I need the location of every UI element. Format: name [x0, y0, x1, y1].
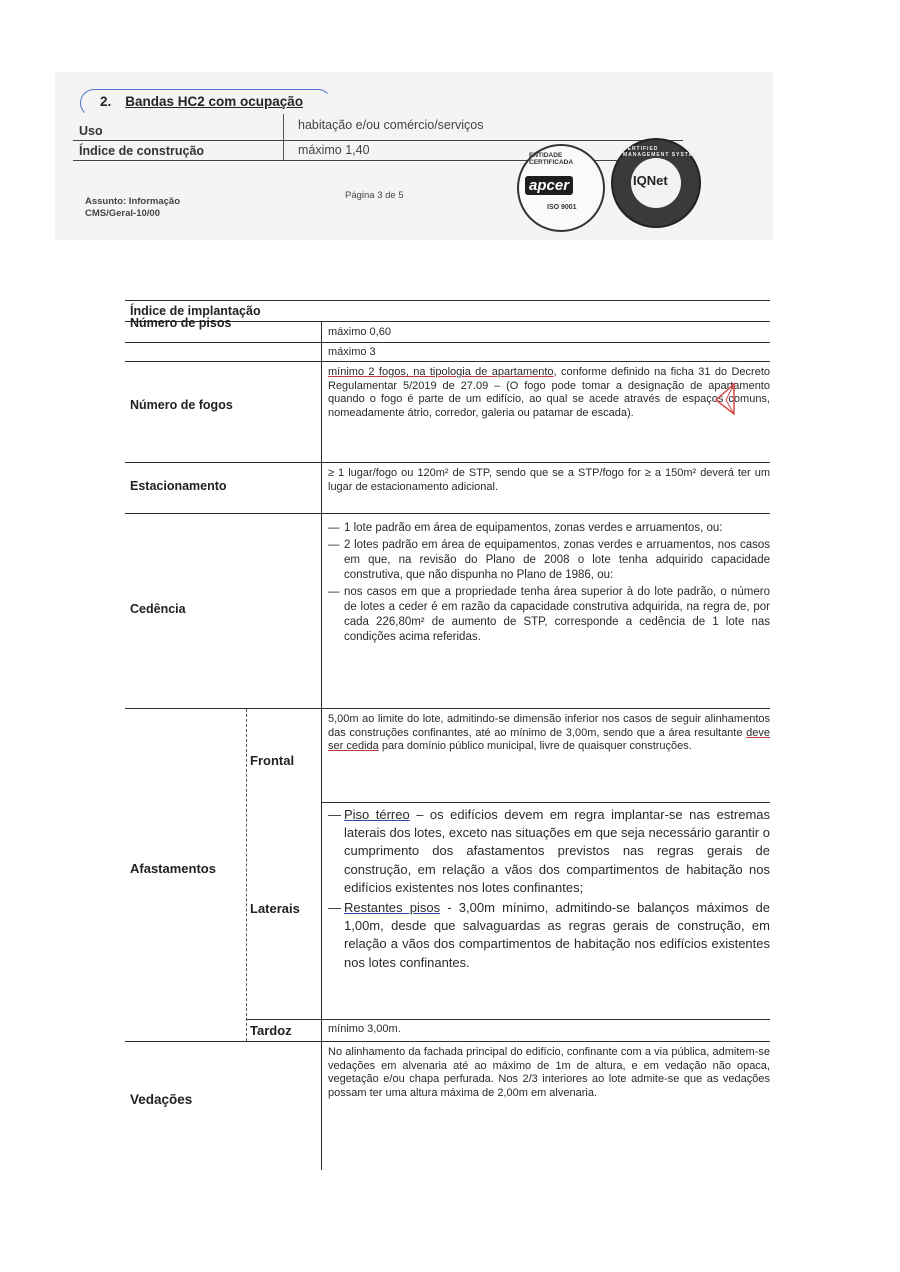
fogos-row — [125, 362, 770, 463]
frontal-label: Frontal — [250, 753, 295, 768]
indice-construcao-label: Índice de construção — [79, 144, 205, 158]
iqnet-logo: CERTIFIED MANAGEMENT SYSTEM IQNet — [611, 138, 701, 228]
tardoz-value: mínimo 3,00m. — [328, 1023, 401, 1035]
cedencia-item: — 2 lotes padrão em área de equipamentos, zonas verdes e arruamentos, nos casos em que, na revisão do Plano de 2008 o lote tenha adquirido capacidade construtiva, que não dispunha no Plano de 1986, ou: — [328, 538, 770, 583]
laterais-label: Laterais — [250, 901, 300, 916]
vedacoes-label: Vedações — [130, 1092, 193, 1107]
rules-table — [125, 300, 770, 1170]
scanned-page-fragment — [55, 72, 773, 240]
apcer-logo: ENTIDADE CERTIFICADA apcer ISO 9001 — [517, 144, 605, 232]
laterais-list — [328, 806, 770, 972]
implantacao-value: máximo 0,60 — [328, 326, 391, 338]
fogos-value: mínimo 2 fogos, na tipologia de apartamento, conforme definido na ficha 31 do Decreto Regulamentar 5/2019 de 27.09 – (O fogo pode tomar a designação de apartamento quando o fogo é parte de um edifício, ao qual se acede através de espaços comuns, nomeadamente átrio, corredor, galeria ou patamar de escada). — [328, 366, 770, 419]
cedencia-item: — nos casos em que a propriedade tenha área superior à do lote padrão, o número de lotes a ceder é em razão da capacidade construtiva adquirida, na regra de, por cada 226,80m² de aumento de STP, corresponde a cedência de 1 lote nas condições acima referidas. — [328, 585, 770, 645]
section-title — [100, 94, 303, 109]
vedacoes-value: No alinhamento da fachada principal do edifício, confinante com a via pública, admitem-se vedações em alvenaria até ao máximo de 1m de altura, e em vedação não opaca, vegetação e/ou chapa perfurada. Nos 2/3 interiores ao lote admite-se que as vedações possam ter uma altura máxima de 2,00m em alvenaria. — [328, 1046, 770, 1099]
pisos-value: máximo 3 — [328, 346, 376, 358]
implantacao-label: Índice de implantação — [130, 304, 261, 318]
implantacao-value-row — [125, 316, 770, 343]
section-title-text: Bandas HC2 com ocupação — [125, 94, 304, 109]
afastamentos-label: Afastamentos — [130, 861, 216, 876]
afastamentos-row — [125, 709, 770, 1042]
uso-label: Uso — [79, 124, 103, 138]
indice-construcao-value: máximo 1,40 — [298, 143, 370, 157]
estacionamento-row — [125, 463, 770, 514]
laterais-item: — Piso térreo – os edifícios devem em regra implantar-se nas estremas laterais dos lotes, exceto nas situações em que seja necessário garantir o cumprimento dos afastamentos previstos nas regras gerais de construção, em relação a vãos dos compartimentos de habitação nos edifícios existentes nos lotes confinantes; — [328, 806, 770, 897]
estacionamento-label: Estacionamento — [130, 479, 227, 493]
cedencia-label: Cedência — [130, 602, 186, 616]
uso-row — [73, 114, 683, 141]
cedencia-item: — 1 lote padrão em área de equipamentos, zonas verdes e arruamentos, ou: — [328, 521, 770, 536]
estacionamento-value: ≥ 1 lugar/fogo ou 120m² de STP, sendo que se a STP/fogo for ≥ a 150m² deverá ter um lugar de estacionamento adicional. — [328, 467, 770, 493]
tardoz-label: Tardoz — [250, 1023, 292, 1038]
pisos-label: Número de pisos — [130, 316, 232, 330]
frontal-value: 5,00m ao limite do lote, admitindo-se dimensão inferior nos casos de seguir alinhamentos das construções confinantes, até ao mínimo de 3,00m, sendo que a área resultante deve ser cedida para domínio público municipal, livre de quaisquer construções. — [328, 713, 770, 752]
vedacoes-row — [125, 1042, 770, 1170]
page-number: Página 3 de 5 — [345, 190, 404, 201]
cedencia-row — [125, 514, 770, 709]
laterais-item: — Restantes pisos - 3,00m mínimo, admitindo-se balanços máximos de 1,00m, desde que salvaguardas as regras gerais de construção, em relação a vãos dos compartimentos de habitação nos edifícios existentes nos lotes confinantes. — [328, 899, 770, 972]
pisos-row — [125, 343, 770, 362]
cedencia-list — [328, 521, 770, 645]
uso-value: habitação e/ou comércio/serviços — [298, 118, 484, 132]
handwritten-flag-mark — [712, 380, 742, 420]
fogos-label: Número de fogos — [130, 398, 233, 412]
section-number: 2. — [100, 94, 112, 109]
footer-subject: Assunto: Informação CMS/Geral-10/00 — [85, 196, 181, 219]
